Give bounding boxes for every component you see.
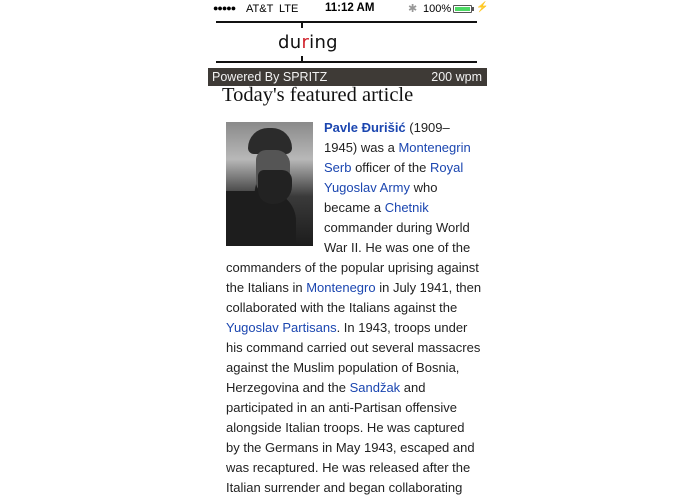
article-link[interactable]: Serb [324, 160, 352, 175]
article-link[interactable]: Yugoslav Partisans [226, 320, 337, 335]
article-text: the Italians in [226, 280, 307, 295]
article-text: and [400, 380, 426, 395]
spritz-reader[interactable] [208, 18, 487, 68]
article-text: against the Muslim population of Bosnia, [226, 360, 460, 375]
section-heading: Today's featured article [222, 84, 414, 106]
reader-top-focus-tick [301, 22, 303, 28]
carrier-name: AT&T [246, 3, 274, 15]
article-line [226, 458, 471, 478]
article-line [226, 358, 471, 378]
article-line [226, 318, 471, 338]
article-line [226, 118, 471, 138]
reader-bottom-rule [216, 61, 477, 63]
article-text: was recaptured. He was released after the [226, 460, 471, 475]
reader-word [278, 32, 338, 53]
article-text: commanders of the popular uprising against [226, 260, 479, 275]
article-text: in July 1941, then [375, 280, 482, 295]
article-text: alongside Italian troops. He was captured [226, 420, 465, 435]
article-link[interactable]: Pavle Đurišić [324, 120, 406, 135]
article-line [226, 138, 471, 158]
article-line [226, 258, 479, 278]
article-text: Italian surrender and began collaborating [226, 480, 463, 495]
article-link[interactable]: Royal [430, 160, 464, 175]
article-text: his command carried out several massacres [226, 340, 481, 355]
article-line [226, 278, 482, 298]
network-type: LTE [279, 3, 299, 15]
article-line [226, 218, 471, 238]
status-bar [208, 0, 487, 18]
word-focus-letter: r [301, 32, 310, 53]
article-text: who [410, 180, 438, 195]
article-link[interactable]: Yugoslav Army [324, 180, 410, 195]
article-line [226, 178, 471, 198]
article-line [226, 478, 471, 498]
article-text: became a [324, 200, 385, 215]
article-text: War II. He was one of the [324, 240, 471, 255]
article-text: by the Germans in May 1943, escaped and [226, 440, 475, 455]
article-link[interactable]: Montenegro [306, 280, 376, 295]
article-line [226, 378, 471, 398]
powered-by-label: Powered By SPRITZ [212, 70, 328, 84]
article-text: Herzegovina and the [226, 380, 350, 395]
phone-screen [208, 0, 487, 494]
word-suffix: ing [309, 32, 338, 53]
reader-top-rule [216, 21, 477, 23]
article-line [226, 238, 471, 258]
article-line [226, 198, 471, 218]
article-line [226, 438, 475, 458]
article-line [226, 418, 471, 438]
speed-wpm[interactable]: 200 wpm [431, 70, 482, 84]
article-line [226, 338, 481, 358]
article-line [226, 298, 471, 318]
article-line [226, 158, 471, 178]
bluetooth-icon: ✱ [408, 3, 418, 15]
charging-icon: ⚡ [476, 2, 489, 13]
article-body [226, 118, 482, 498]
article-link[interactable]: Sandžak [349, 380, 401, 395]
battery-icon [453, 5, 472, 13]
article-text: 1945) was a [324, 140, 399, 155]
clock: 11:12 AM [325, 2, 375, 14]
article-text: participated in an anti-Partisan offensive [226, 400, 458, 415]
article-text: commander during World [324, 220, 470, 235]
article-link[interactable]: Chetnik [384, 200, 429, 215]
battery-tip [472, 7, 474, 11]
battery-percent: 100% [423, 3, 452, 15]
article-link[interactable]: Montenegrin [398, 140, 471, 155]
signal-strength-icon: ●●●●● [213, 3, 236, 13]
article-text: officer of the [351, 160, 430, 175]
word-prefix: du [278, 32, 302, 53]
article-text: collaborated with the Italians against the [226, 300, 458, 315]
article-text: . In 1943, troops under [336, 320, 468, 335]
article-text: (1909– [405, 120, 450, 135]
article-line [226, 398, 471, 418]
